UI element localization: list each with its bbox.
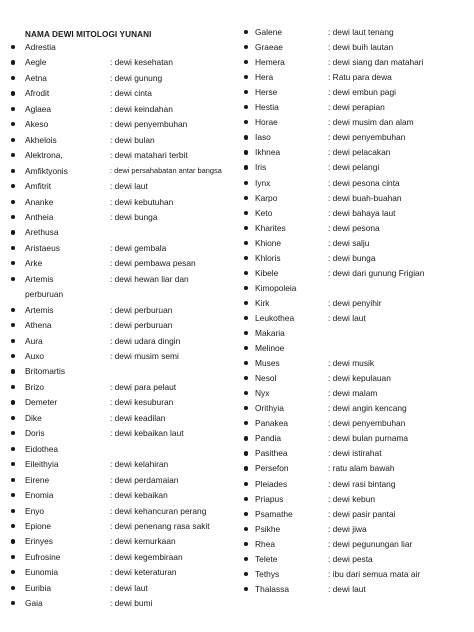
- list-item: [0, 195, 237, 209]
- goddess-name: Aura: [25, 335, 43, 346]
- bullet-icon: [11, 230, 15, 234]
- goddess-name: Nesol: [255, 373, 277, 384]
- goddess-name: Erinyes: [25, 536, 53, 547]
- bullet-icon: [11, 60, 15, 64]
- list-item: [0, 380, 237, 394]
- goddess-description: : dewi salju: [328, 237, 370, 248]
- bullet-icon: [11, 246, 15, 250]
- list-item: [237, 115, 474, 129]
- bullet-icon: [11, 184, 15, 188]
- goddess-description: : dewi kelahiran: [110, 459, 169, 470]
- list-item: [237, 236, 474, 250]
- list-item: [237, 461, 474, 475]
- goddess-name: Pasithea: [255, 448, 288, 459]
- bullet-icon: [11, 91, 15, 95]
- list-item: [237, 401, 474, 415]
- goddess-description: : dewi embun pagi: [328, 87, 396, 98]
- goddess-name: Gaia: [25, 598, 43, 609]
- goddess-name: Psikhe: [255, 523, 281, 534]
- list-item: [0, 457, 237, 471]
- goddess-name: Britomartis: [25, 366, 66, 377]
- bullet-icon: [11, 478, 15, 482]
- goddess-description: : ibu dari semua mata air: [328, 568, 421, 579]
- goddess-name: Hera: [255, 72, 274, 83]
- bullet-icon: [244, 451, 248, 455]
- goddess-name: Horae: [255, 117, 278, 128]
- goddess-name: Karpo: [255, 192, 278, 203]
- bullet-icon: [11, 169, 15, 173]
- goddess-description: : dewi perapian: [328, 102, 385, 113]
- bullet-icon: [11, 570, 15, 574]
- goddess-description: : dewi buih lautan: [328, 42, 394, 53]
- goddess-description: : dewi pelacakan: [328, 147, 391, 158]
- bullet-icon: [11, 400, 15, 404]
- goddess-name: Eidothea: [25, 443, 59, 454]
- goddess-name: Aristaeus: [25, 242, 60, 253]
- goddess-name: Dike: [25, 412, 42, 423]
- goddess-name: Kimopoleia: [255, 282, 297, 293]
- bullet-icon: [244, 120, 248, 124]
- goddess-description: : dewi laut: [328, 583, 366, 594]
- list-item: [0, 86, 237, 100]
- goddess-name: Arethusa: [25, 227, 59, 238]
- list-item: [237, 341, 474, 355]
- list-item: [0, 395, 237, 409]
- bullet-icon: [244, 391, 248, 395]
- goddess-name: Thalassa: [255, 583, 289, 594]
- list-item: [0, 442, 237, 456]
- goddess-description: : dewi musim semi: [110, 351, 179, 361]
- bullet-icon: [244, 60, 248, 64]
- goddess-description: : dewi kepulauan: [328, 373, 391, 384]
- goddess-description: : dewi musim dan alam: [328, 117, 414, 128]
- goddess-description: : dewi perdamaian: [110, 474, 179, 485]
- goddess-description: : dewi bulan: [110, 134, 155, 145]
- list-item: [237, 221, 474, 235]
- list-item: [0, 411, 237, 425]
- list-item: [237, 386, 474, 400]
- bullet-icon: [244, 301, 248, 305]
- list-item: [237, 206, 474, 220]
- list-item: [237, 492, 474, 506]
- list-item: [0, 334, 237, 348]
- goddess-name: Euribia: [25, 582, 52, 593]
- list-item: [0, 534, 237, 548]
- bullet-icon: [244, 527, 248, 531]
- list-item: [237, 281, 474, 295]
- goddess-name: Graeae: [255, 42, 283, 53]
- list-item: [0, 550, 237, 564]
- list-item: [0, 581, 237, 595]
- goddess-description: : dewi laut: [110, 181, 148, 192]
- goddess-name: Herse: [255, 87, 278, 98]
- bullet-icon: [244, 226, 248, 230]
- goddess-name: Psamathe: [255, 508, 293, 519]
- bullet-icon: [11, 76, 15, 80]
- goddess-description: : dewi para pelaut: [110, 381, 177, 392]
- goddess-description: : dewi kebun: [328, 493, 376, 504]
- goddess-description: : dewi laut: [110, 582, 148, 593]
- goddess-name: Keto: [255, 207, 273, 218]
- goddess-description: : dewi bahaya laut: [328, 207, 396, 218]
- goddess-description: : dewi pasir pantai: [328, 508, 396, 519]
- goddess-name: Athena: [25, 320, 52, 331]
- goddess-name: Kirk: [255, 297, 270, 308]
- list-item: [0, 241, 237, 255]
- bullet-icon: [244, 135, 248, 139]
- bullet-icon: [244, 45, 248, 49]
- goddess-name: perburuan: [25, 289, 64, 300]
- goddess-description: : dewi matahari terbit: [110, 150, 188, 161]
- goddess-name: Kibele: [255, 267, 279, 278]
- list-item: [237, 537, 474, 551]
- goddess-name: Khloris: [255, 252, 281, 263]
- bullet-icon: [244, 165, 248, 169]
- goddess-description: : dewi kebutuhan: [110, 196, 174, 207]
- goddess-description: : dewi kesehatan: [110, 57, 173, 68]
- list-item: [0, 426, 237, 440]
- goddess-name: Eileithyia: [25, 459, 59, 470]
- bullet-icon: [11, 261, 15, 265]
- goddess-name: Aglaea: [25, 103, 52, 114]
- bullet-icon: [244, 436, 248, 440]
- goddess-description: : dewi siang dan matahari: [328, 57, 424, 68]
- goddess-name: Pandia: [255, 433, 282, 444]
- list-item: [237, 266, 474, 280]
- bullet-icon: [244, 346, 248, 350]
- goddess-description: : dewi kemurkaan: [110, 536, 176, 547]
- goddess-name: Leukothea: [255, 312, 295, 323]
- goddess-description: : dewi istirahat: [328, 448, 382, 459]
- goddess-name: Iris: [255, 162, 267, 173]
- goddess-name: Eirene: [25, 474, 50, 485]
- goddess-description: : dewi persahabatan antar bangsa: [110, 165, 222, 175]
- goddess-name: Auxo: [25, 351, 45, 361]
- bullet-icon: [244, 241, 248, 245]
- bullet-icon: [244, 587, 248, 591]
- goddess-description: : dewi penyembuhan: [328, 132, 406, 143]
- list-item: [237, 55, 474, 69]
- goddess-description: : dewi pesona: [328, 222, 380, 233]
- list-item: [237, 326, 474, 340]
- goddess-description: : dewi angin kencang: [328, 403, 407, 414]
- bullet-icon: [11, 524, 15, 528]
- list-item: [237, 176, 474, 190]
- list-item: [0, 225, 237, 239]
- bullet-icon: [244, 361, 248, 365]
- list-item: [0, 102, 237, 116]
- goddess-name: Hemera: [255, 57, 285, 68]
- list-item: [237, 582, 474, 596]
- bullet-icon: [11, 215, 15, 219]
- bullet-icon: [11, 107, 15, 111]
- goddess-name: Enomia: [25, 490, 54, 501]
- bullet-icon: [11, 586, 15, 590]
- goddess-description: : dewi dari gunung Frigian: [328, 267, 425, 278]
- list-item: [0, 117, 237, 131]
- goddess-name: Akhelois: [25, 134, 57, 145]
- goddess-description: : dewi pesona cinta: [328, 177, 400, 188]
- goddess-name: Enyo: [25, 505, 45, 516]
- goddess-description: : dewi perburuan: [110, 304, 173, 315]
- goddess-description: : dewi kegembiraan: [110, 551, 183, 562]
- list-item: [0, 40, 237, 54]
- goddess-description: : dewi musik: [328, 358, 375, 369]
- list-item: [237, 85, 474, 99]
- list-item: [0, 504, 237, 518]
- list-item: [0, 473, 237, 487]
- bullet-icon: [244, 256, 248, 260]
- list-item: [237, 25, 474, 39]
- list-item: [237, 160, 474, 174]
- goddess-name: Ananke: [25, 196, 54, 207]
- goddess-name: Tethys: [255, 568, 280, 579]
- bullet-icon: [11, 277, 15, 281]
- bullet-icon: [11, 539, 15, 543]
- goddess-name: Muses: [255, 358, 280, 369]
- bullet-icon: [244, 406, 248, 410]
- list-item: [0, 596, 237, 610]
- goddess-description: : dewi penyembuhan: [328, 418, 406, 429]
- bullet-icon: [244, 331, 248, 335]
- goddess-description: : dewi bulan purnama: [328, 433, 409, 444]
- bullet-icon: [11, 339, 15, 343]
- goddess-name: Adrestia: [25, 42, 56, 52]
- goddess-description: : Ratu para dewa: [328, 72, 392, 83]
- bullet-icon: [244, 181, 248, 185]
- bullet-icon: [244, 542, 248, 546]
- bullet-icon: [11, 45, 15, 49]
- bullet-icon: [11, 509, 15, 513]
- goddess-description: : dewi gembala: [110, 242, 167, 253]
- goddess-name: Panakea: [255, 418, 289, 429]
- bullet-icon: [244, 286, 248, 290]
- goddess-name: Amfitrit: [25, 181, 52, 192]
- bullet-icon: [11, 447, 15, 451]
- list-item: [237, 251, 474, 265]
- list-item: [237, 522, 474, 536]
- list-item: [237, 477, 474, 491]
- list-item: [237, 416, 474, 430]
- goddess-name: Khione: [255, 237, 282, 248]
- bullet-icon: [11, 601, 15, 605]
- goddess-description: : dewi udara dingin: [110, 335, 181, 346]
- list-item: [0, 272, 237, 286]
- goddess-name: Kharites: [255, 222, 286, 233]
- bullet-icon: [244, 421, 248, 425]
- bullet-icon: [244, 466, 248, 470]
- bullet-icon: [11, 462, 15, 466]
- bullet-icon: [11, 385, 15, 389]
- list-item: [237, 130, 474, 144]
- goddess-description: : dewi bunga: [328, 252, 376, 263]
- goddess-description: : dewi gunung: [110, 72, 163, 83]
- goddess-name: Artemis: [25, 273, 54, 284]
- bullet-icon: [244, 316, 248, 320]
- goddess-description: : dewi rasi bintang: [328, 478, 396, 489]
- list-item: [237, 311, 474, 325]
- list-item: [237, 296, 474, 310]
- goddess-description: : dewi kesuburan: [110, 397, 174, 408]
- bullet-icon: [11, 555, 15, 559]
- goddess-name: Antheia: [25, 211, 54, 222]
- list-item: [0, 148, 237, 162]
- list-item: [0, 519, 237, 533]
- goddess-description: : dewi pembawa pesan: [110, 258, 196, 269]
- goddess-name: Arke: [25, 258, 43, 269]
- list-item: [0, 303, 237, 317]
- goddess-name: Galene: [255, 27, 283, 37]
- bullet-icon: [244, 512, 248, 516]
- goddess-name: Eufrosine: [25, 551, 61, 562]
- bullet-icon: [244, 557, 248, 561]
- goddess-description: : dewi cinta: [110, 88, 152, 99]
- bullet-icon: [11, 138, 15, 142]
- goddess-description: : dewi bunga: [110, 211, 158, 222]
- goddess-description: : dewi pesta: [328, 553, 373, 564]
- goddess-name: Pleiades: [255, 478, 288, 489]
- bullet-icon: [244, 105, 248, 109]
- bullet-icon: [244, 30, 248, 34]
- goddess-name: Nyx: [255, 388, 270, 399]
- list-item: [237, 446, 474, 460]
- goddess-name: Akeso: [25, 119, 49, 130]
- list-item: [0, 133, 237, 147]
- goddess-description: : dewi kehancuran perang: [110, 505, 207, 516]
- goddess-name: Telete: [255, 553, 278, 564]
- goddess-description: : dewi bumi: [110, 598, 153, 609]
- goddess-description: : dewi keteraturan: [110, 567, 177, 578]
- bullet-icon: [11, 493, 15, 497]
- bullet-icon: [244, 271, 248, 275]
- list-item: [237, 145, 474, 159]
- bullet-icon: [244, 150, 248, 154]
- goddess-name: Melinoe: [255, 343, 285, 354]
- list-item: [0, 164, 237, 178]
- goddess-description: : dewi penenang rasa sakit: [110, 520, 210, 531]
- bullet-icon: [11, 200, 15, 204]
- goddess-name: Orithyia: [255, 403, 284, 414]
- goddess-name: Demeter: [25, 397, 58, 408]
- list-item: [0, 364, 237, 378]
- goddess-description: : dewi buah-buahan: [328, 192, 402, 203]
- goddess-description: : dewi malam: [328, 388, 378, 399]
- list-item: [237, 567, 474, 581]
- list-item: [0, 565, 237, 579]
- list-item: [237, 40, 474, 54]
- list-item: [0, 179, 237, 193]
- goddess-description: : dewi jiwa: [328, 523, 367, 534]
- goddess-name: Afrodit: [25, 88, 50, 99]
- goddess-description: : dewi kebaikan laut: [110, 428, 184, 439]
- goddess-description: : dewi penyembuhan: [110, 119, 188, 130]
- goddess-name: Brizo: [25, 381, 45, 392]
- list-item: [0, 349, 237, 363]
- goddess-description: : dewi hewan liar dan: [110, 273, 189, 284]
- list-item: [0, 55, 237, 69]
- page-title: NAMA DEWI MITOLOGI YUNANI: [25, 30, 152, 39]
- goddess-description: : dewi laut tenang: [328, 27, 394, 37]
- goddess-name: Makaria: [255, 328, 285, 338]
- bullet-icon: [11, 323, 15, 327]
- goddess-name: Iynx: [255, 177, 271, 188]
- bullet-icon: [11, 416, 15, 420]
- goddess-name: Rhea: [255, 538, 276, 549]
- goddess-name: Aegle: [25, 57, 47, 68]
- list-item: [0, 488, 237, 502]
- goddess-description: : dewi kebaikan: [110, 490, 168, 501]
- goddess-description: : dewi laut: [328, 312, 366, 323]
- list-item: [237, 431, 474, 445]
- list-item: [237, 100, 474, 114]
- goddess-description: : dewi penyihir: [328, 297, 382, 308]
- bullet-icon: [244, 572, 248, 576]
- list-item: [0, 287, 237, 301]
- goddess-name: Iaso: [255, 132, 271, 143]
- goddess-name: Amfiktyonis: [25, 165, 68, 176]
- bullet-icon: [244, 196, 248, 200]
- bullet-icon: [11, 153, 15, 157]
- goddess-description: : dewi perburuan: [110, 320, 173, 331]
- bullet-icon: [11, 308, 15, 312]
- bullet-icon: [244, 482, 248, 486]
- list-item: [0, 318, 237, 332]
- bullet-icon: [244, 75, 248, 79]
- goddess-name: Eunomia: [25, 567, 59, 578]
- list-item: [237, 70, 474, 84]
- list-item: [0, 71, 237, 85]
- goddess-name: Epione: [25, 520, 52, 531]
- goddess-description: : dewi pelangi: [328, 162, 380, 173]
- list-item: [237, 356, 474, 370]
- bullet-icon: [244, 376, 248, 380]
- bullet-icon: [244, 211, 248, 215]
- goddess-name: Priapus: [255, 493, 284, 504]
- bullet-icon: [11, 431, 15, 435]
- goddess-name: Alektrona,: [25, 150, 63, 161]
- goddess-name: Hestia: [255, 102, 279, 113]
- goddess-name: Ikhnea: [255, 147, 281, 158]
- goddess-name: Aetna: [25, 72, 47, 83]
- bullet-icon: [11, 122, 15, 126]
- goddess-description: : dewi pegunungan liar: [328, 538, 413, 549]
- list-item: [237, 191, 474, 205]
- list-item: [237, 552, 474, 566]
- goddess-description: : dewi keadilan: [110, 412, 166, 423]
- bullet-icon: [244, 497, 248, 501]
- goddess-name: Artemis: [25, 304, 54, 315]
- goddess-description: : dewi keindahan: [110, 103, 173, 114]
- list-item: [0, 210, 237, 224]
- list-item: [237, 371, 474, 385]
- goddess-name: Persefon: [255, 463, 289, 474]
- bullet-icon: [11, 369, 15, 373]
- goddess-name: Doris: [25, 428, 45, 439]
- list-item: [0, 256, 237, 270]
- bullet-icon: [244, 90, 248, 94]
- bullet-icon: [11, 354, 15, 358]
- goddess-description: : ratu alam bawah: [328, 463, 395, 474]
- list-item: [237, 507, 474, 521]
